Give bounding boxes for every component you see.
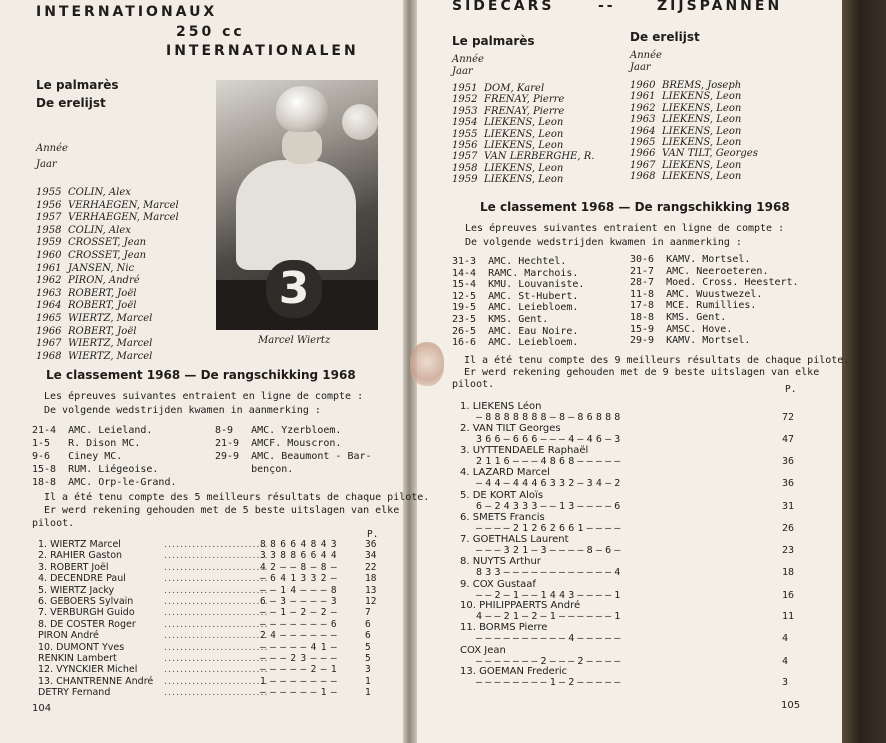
winner-year: 1956 xyxy=(36,199,62,211)
left-classement-heading: Le classement 1968 — De rangschikking 1968 xyxy=(46,368,356,382)
left-page-number: 104 xyxy=(32,703,52,714)
winner-row xyxy=(452,106,594,117)
winner-row xyxy=(36,300,179,313)
winner-name: WIERTZ, Marcel xyxy=(68,338,153,350)
right-intro-nl: De volgende wedstrijden kwamen in aanmerking : xyxy=(465,237,742,248)
right-jaar-label-2: Jaar xyxy=(630,62,651,73)
winner-row xyxy=(36,250,179,263)
winner-year: 1954 xyxy=(452,117,478,129)
left-title-line2: 250 cc xyxy=(176,24,245,40)
event-line: 21-4 AMC. Leieland. xyxy=(32,425,153,436)
ranking-row xyxy=(38,664,378,675)
right-page-number: 105 xyxy=(781,700,801,711)
rider-scores: ————21262661———— xyxy=(476,523,624,534)
right-note-nl1: Er werd rekening gehouden met de 9 beste uitslagen van elke xyxy=(464,367,820,378)
winner-name: PIRON, André xyxy=(68,275,140,287)
winner-row xyxy=(630,103,758,114)
rider-scores: ——14———8 xyxy=(260,584,341,596)
event-line: 9-6 Ciney MC. xyxy=(32,451,123,462)
rider-scores: ———————6 xyxy=(260,618,341,630)
winner-row xyxy=(630,114,758,125)
rider-scores: 6—24333——13————6 xyxy=(476,501,624,512)
winner-row xyxy=(36,212,179,225)
ranking-row xyxy=(38,550,378,561)
left-events-col2 xyxy=(215,424,372,476)
ranking-row xyxy=(38,573,378,584)
rider-total: 7 xyxy=(365,607,371,619)
rider-scores: ———————2———2———— xyxy=(476,656,624,667)
winner-year: 1966 xyxy=(630,148,656,160)
rider-name: PIRON André xyxy=(38,630,99,642)
winner-row xyxy=(36,263,179,276)
rider-scores: 366—666———4—46—3 xyxy=(476,434,624,445)
rider-total: 6 xyxy=(365,618,371,630)
winner-year: 1968 xyxy=(630,171,656,183)
winner-year: 1951 xyxy=(452,83,478,94)
ranking-row xyxy=(38,653,378,664)
event-line: 28-7 Moed. Cross. Heestert. xyxy=(630,277,799,289)
rider-body xyxy=(236,160,356,270)
event-line: 18-8 KMS. Gent. xyxy=(630,311,727,323)
leader-dots: .......................... xyxy=(164,687,269,699)
ranking-row xyxy=(38,607,378,618)
leader-dots: .......................... xyxy=(164,561,269,573)
rider-total: 22 xyxy=(365,561,377,573)
winner-row xyxy=(452,117,594,128)
winner-year: 1959 xyxy=(452,174,478,186)
winner-year: 1959 xyxy=(36,237,62,249)
winner-name: FRENAY, Pierre xyxy=(484,105,565,117)
leader-dots: .......................... xyxy=(164,573,269,585)
winner-year: 1960 xyxy=(630,80,656,91)
winner-year: 1966 xyxy=(36,325,62,337)
winner-year: 1956 xyxy=(452,140,478,152)
winner-row xyxy=(452,129,594,140)
event-line: 14-4 RAMC. Marchois. xyxy=(452,267,579,279)
winner-year: 1965 xyxy=(36,312,62,324)
rider-total: 3 xyxy=(365,664,371,676)
winner-year: 1957 xyxy=(452,151,478,163)
rider-scores: 6—3————3 xyxy=(260,596,341,607)
rider-total: 26 xyxy=(782,523,795,534)
rider-total: 16 xyxy=(782,590,795,601)
winner-year: 1961 xyxy=(630,91,656,103)
left-title-line3: INTERNATIONALEN xyxy=(166,43,359,59)
right-annee-label-2: Année xyxy=(630,50,662,61)
event-line: 19-5 AMC. Leiebloem. xyxy=(452,302,579,314)
winner-name: VAN LERBERGHE, R. xyxy=(484,151,595,163)
rider-total: 4 xyxy=(782,656,789,667)
rider-name: 7. VERBURGH Guido xyxy=(38,607,135,619)
leader-dots: .......................... xyxy=(164,539,269,550)
winner-year: 1967 xyxy=(36,338,62,350)
winner-name: LIEKENS, Leon xyxy=(662,125,742,137)
left-annee-label: Année xyxy=(36,143,68,154)
rider-name: 5. WIERTZ Jacky xyxy=(38,584,115,596)
winner-name: LIEKENS, Leon xyxy=(662,91,742,103)
rider-scores: 833————————————4 xyxy=(476,567,624,578)
winner-name: ROBERT, Joël xyxy=(68,300,137,312)
winner-row xyxy=(630,171,758,182)
rider-name: 2. VAN TILT Georges xyxy=(460,423,561,434)
rider-total: 36 xyxy=(365,539,377,550)
left-jaar-label: Jaar xyxy=(36,159,57,170)
rider-helmet xyxy=(276,86,328,132)
event-line: 26-5 AMC. Eau Noire. xyxy=(452,325,579,337)
ranking-row xyxy=(38,619,378,630)
winner-name: ROBERT, Joël xyxy=(68,325,137,337)
winner-year: 1968 xyxy=(36,350,62,362)
winner-name: VERHAEGEN, Marcel xyxy=(68,199,179,211)
winner-year: 1955 xyxy=(36,187,62,198)
rider-scores: 42——8—8— xyxy=(260,561,341,573)
winner-row xyxy=(36,326,179,339)
winner-name: VAN TILT, Georges xyxy=(662,148,758,160)
event-line: 16-6 AMC. Leiebloem. xyxy=(452,337,579,349)
leader-dots: .......................... xyxy=(164,607,269,619)
background-helmet xyxy=(342,104,378,140)
winner-name: DOM, Karel xyxy=(484,83,545,94)
winner-name: LIEKENS, Leon xyxy=(662,159,742,171)
rider-face xyxy=(282,128,322,164)
winner-year: 1963 xyxy=(36,287,62,299)
winner-year: 1953 xyxy=(452,105,478,117)
rider-total: 5 xyxy=(365,653,371,664)
winner-row xyxy=(630,91,758,102)
book-cover-edge xyxy=(842,0,886,743)
ranking-row xyxy=(38,539,378,550)
event-line: 17-8 MCE. Rumillies. xyxy=(630,300,757,312)
event-line: 11-8 AMC. Wuustwezel. xyxy=(630,288,763,300)
rider-name: 6. SMETS Francis xyxy=(460,512,545,523)
winner-year: 1964 xyxy=(630,125,656,137)
event-line: 30-6 KAMV. Mortsel. xyxy=(630,254,751,265)
winner-name: JANSEN, Nic xyxy=(68,262,135,274)
winner-name: LIEKENS, Leon xyxy=(484,162,564,174)
event-line: 21-7 AMC. Neeroeteren. xyxy=(630,265,769,277)
right-annee-label-1: Année xyxy=(452,54,484,65)
winner-row xyxy=(452,151,594,162)
event-line: bençon. xyxy=(215,464,294,475)
rider-scores: 24—————— xyxy=(260,630,341,642)
event-line: 15-9 AMSC. Hove. xyxy=(630,323,733,335)
rider-name: 13. CHANTRENNE André xyxy=(38,675,154,687)
winner-name: LIEKENS, Leon xyxy=(484,117,564,129)
rider-scores: —641332— xyxy=(260,573,341,585)
rider-name: 5. DE KORT Aloïs xyxy=(460,490,544,501)
rider-name: 9. COX Gustaaf xyxy=(460,579,536,590)
right-events-col2 xyxy=(630,254,799,347)
library-stamp-icon xyxy=(410,342,444,386)
rider-total: 36 xyxy=(782,478,795,489)
left-intro-fr: Les épreuves suivantes entraient en ligne de compte : xyxy=(44,391,364,402)
rider-name: 11. BORMS Pierre xyxy=(460,622,548,633)
rider-total: 12 xyxy=(365,596,377,607)
event-line: 15-4 KMU. Louvaniste. xyxy=(452,279,585,291)
leader-dots: .......................... xyxy=(164,675,269,687)
event-line: 12-5 AMC. St-Hubert. xyxy=(452,290,579,302)
winner-name: COLIN, Alex xyxy=(68,224,131,236)
leader-dots: .......................... xyxy=(164,550,269,562)
rider-name: 7. GOETHALS Laurent xyxy=(460,534,569,545)
winner-row xyxy=(36,288,179,301)
rider-name: 1. LIEKENS Léon xyxy=(460,401,542,412)
rider-name: 3. ROBERT Joël xyxy=(38,561,109,573)
rider-name: 2. RAHIER Gaston xyxy=(38,550,123,562)
rider-name: 3. UYTTENDAELE Raphaël xyxy=(460,445,589,456)
rider-total: 72 xyxy=(782,412,795,423)
rider-name: 4. LAZARD Marcel xyxy=(460,467,550,478)
winner-row xyxy=(452,174,594,185)
winner-name: WIERTZ, Marcel xyxy=(68,350,153,362)
rider-total: 34 xyxy=(365,550,377,562)
rider-scores: 1——————— xyxy=(260,675,341,687)
winner-name: LIEKENS, Leon xyxy=(484,128,564,140)
rider-scores: ——————————4————— xyxy=(476,633,624,644)
winner-year: 1967 xyxy=(630,159,656,171)
rider-scores: ——1—2—2— xyxy=(260,607,341,619)
right-note-fr: Il a été tenu compte des 9 meilleurs résultats de chaque pilote. xyxy=(464,355,850,366)
rider-total: 18 xyxy=(782,567,795,578)
winner-year: 1958 xyxy=(452,162,478,174)
rider-total: 4 xyxy=(782,633,789,644)
rider-total: 23 xyxy=(782,545,795,556)
left-note-nl2: piloot. xyxy=(32,518,75,529)
event-line: 18-8 AMC. Orp-le-Grand. xyxy=(32,477,177,488)
ranking-row xyxy=(38,642,378,653)
winner-row xyxy=(36,313,179,326)
right-title-sidecars: SIDECARS xyxy=(452,0,555,14)
winner-row xyxy=(630,126,758,137)
rider-name: DETRY Fernand xyxy=(38,687,111,699)
rider-name: 10. PHILIPPAERTS André xyxy=(460,600,581,611)
rider-total: 18 xyxy=(365,573,377,585)
winner-name: LIEKENS, Leon xyxy=(484,174,564,186)
winner-row xyxy=(36,200,179,213)
left-palmares-heading: Le palmarès xyxy=(36,78,119,92)
winner-year: 1965 xyxy=(630,137,656,149)
winner-row xyxy=(630,160,758,171)
rider-name: COX Jean xyxy=(460,645,506,656)
winner-year: 1952 xyxy=(452,94,478,106)
leader-dots: .......................... xyxy=(164,618,269,630)
rider-name: 1. WIERTZ Marcel xyxy=(38,539,121,550)
winner-name: COLIN, Alex xyxy=(68,187,131,198)
ranking-row xyxy=(38,562,378,573)
winner-row xyxy=(630,137,758,148)
winner-name: CROSSET, Jean xyxy=(68,249,147,261)
rider-scores: —8888888—8—86888 xyxy=(476,412,624,423)
rider-name: 10. DUMONT Yves xyxy=(38,641,125,653)
rider-scores: —————2—1 xyxy=(260,664,341,676)
event-line: 8-9 AMC. Yzerbloem. xyxy=(215,425,342,436)
event-line: 21-9 AMCF. Mouscron. xyxy=(215,438,342,449)
winner-year: 1958 xyxy=(36,224,62,236)
rider-scores: ————————1—2————— xyxy=(476,677,624,688)
right-title-separator: -- xyxy=(598,0,616,14)
winner-row xyxy=(452,140,594,151)
right-note-nl2: piloot. xyxy=(452,379,495,390)
right-winners-col2 xyxy=(630,80,758,183)
left-winners-list xyxy=(36,187,179,363)
winner-row xyxy=(452,83,594,94)
rider-name: 8. DE COSTER Roger xyxy=(38,618,136,630)
leader-dots: .......................... xyxy=(164,596,269,607)
event-line: 29-9 AMC. Beaumont - Bar- xyxy=(215,451,372,462)
rider-name: RENKIN Lambert xyxy=(38,653,117,664)
event-line: 31-3 AMC. Hechtel. xyxy=(452,256,567,267)
winner-name: LIEKENS, Leon xyxy=(662,137,742,149)
rider-scores: 4——21—2—1——————1 xyxy=(476,611,624,622)
left-erelijst-heading: De erelijst xyxy=(36,96,106,110)
winner-row xyxy=(36,338,179,351)
leader-dots: .......................... xyxy=(164,664,269,676)
winner-row xyxy=(630,80,758,91)
rider-total: 36 xyxy=(782,456,795,467)
ranking-row xyxy=(38,585,378,596)
right-title-zijspannen: ZIJSPANNEN xyxy=(657,0,783,14)
right-winners-col1 xyxy=(452,83,594,186)
event-line: 15-8 RUM. Liégeoise. xyxy=(32,464,159,475)
rider-photo xyxy=(216,80,378,330)
leader-dots: .......................... xyxy=(164,630,269,642)
event-line: 23-5 KMS. Gent. xyxy=(452,313,549,325)
winner-name: LIEKENS, Leon xyxy=(484,140,564,152)
winner-name: BREMS, Joseph xyxy=(662,80,742,91)
leader-dots: .......................... xyxy=(164,641,269,653)
rider-scores: ———23——— xyxy=(260,653,341,664)
winner-name: WIERTZ, Marcel xyxy=(68,312,153,324)
rider-total: 13 xyxy=(365,584,377,596)
race-number-plate: 3 xyxy=(266,260,322,318)
winner-year: 1964 xyxy=(36,300,62,312)
rider-total: 1 xyxy=(365,675,371,687)
winner-row xyxy=(36,237,179,250)
rider-total: 31 xyxy=(782,501,795,512)
rider-scores: 88664843 xyxy=(260,539,341,550)
leader-dots: .......................... xyxy=(164,653,269,664)
winner-year: 1961 xyxy=(36,262,62,274)
rider-total: 11 xyxy=(782,611,795,622)
left-points-header: P. xyxy=(367,529,379,540)
winner-name: CROSSET, Jean xyxy=(68,237,147,249)
leader-dots: .......................... xyxy=(164,584,269,596)
rider-total: 47 xyxy=(782,434,795,445)
ranking-row xyxy=(38,630,378,641)
right-jaar-label-1: Jaar xyxy=(452,66,473,77)
left-note-fr: Il a été tenu compte des 5 meilleurs résultats de chaque pilote. xyxy=(44,492,430,503)
winner-year: 1960 xyxy=(36,249,62,261)
winner-year: 1957 xyxy=(36,212,62,224)
rider-name: 8. NUYTS Arthur xyxy=(460,556,541,567)
winner-row xyxy=(452,94,594,105)
winner-year: 1963 xyxy=(630,114,656,126)
rider-name: 6. GEBOERS Sylvain xyxy=(38,596,134,607)
winner-year: 1962 xyxy=(630,102,656,114)
rider-scores: —————41— xyxy=(260,641,341,653)
left-note-nl1: Er werd rekening gehouden met de 5 beste uitslagen van elke xyxy=(44,505,400,516)
right-classement-heading: Le classement 1968 — De rangschikking 1968 xyxy=(480,200,790,214)
rider-name: 4. DECENDRE Paul xyxy=(38,573,126,585)
rider-total: 3 xyxy=(782,677,789,688)
left-intro-nl: De volgende wedstrijden kwamen in aanmerking : xyxy=(44,405,321,416)
winner-name: LIEKENS, Leon xyxy=(662,171,742,183)
rider-total: 1 xyxy=(365,687,371,699)
right-events-col1 xyxy=(452,256,584,349)
winner-year: 1955 xyxy=(452,128,478,140)
winner-name: FRENAY, Pierre xyxy=(484,94,565,106)
rider-name: 13. GOEMAN Frederic xyxy=(460,666,568,677)
winner-row xyxy=(452,163,594,174)
ranking-row xyxy=(38,687,378,698)
winner-name: ROBERT, Joël xyxy=(68,287,137,299)
rider-scores: ——2—1——1443————1 xyxy=(476,590,624,601)
rider-name: 12. VYNCKIER Michel xyxy=(38,664,138,676)
right-intro-fr: Les épreuves suivantes entraient en ligne de compte : xyxy=(465,223,785,234)
winner-row xyxy=(630,148,758,159)
ranking-row xyxy=(38,596,378,607)
photo-caption: Marcel Wiertz xyxy=(258,335,331,346)
winner-row xyxy=(36,187,179,200)
left-events-col1 xyxy=(32,424,177,489)
rider-scores: 2116———4868————— xyxy=(476,456,624,467)
winner-row xyxy=(36,351,179,364)
rider-total: 5 xyxy=(365,641,371,653)
rider-scores: ——————1— xyxy=(260,687,341,699)
right-palmares-heading: Le palmarès xyxy=(452,34,535,48)
ranking-row xyxy=(38,676,378,687)
event-line: 1-5 R. Dison MC. xyxy=(32,438,141,449)
rider-scores: 33886644 xyxy=(260,550,341,562)
rider-total: 6 xyxy=(365,630,371,642)
right-erelijst-heading: De erelijst xyxy=(630,30,700,44)
winner-year: 1962 xyxy=(36,275,62,287)
right-points-header: P. xyxy=(785,384,797,395)
rider-scores: —44—4446332—34—2 xyxy=(476,478,624,489)
winner-name: LIEKENS, Leon xyxy=(662,102,742,114)
winner-name: LIEKENS, Leon xyxy=(662,114,742,126)
winner-row xyxy=(36,275,179,288)
event-line: 29-9 KAMV. Mortsel. xyxy=(630,335,751,347)
winner-row xyxy=(36,225,179,238)
left-title-line1: INTERNATIONAUX xyxy=(36,4,218,20)
winner-name: VERHAEGEN, Marcel xyxy=(68,212,179,224)
rider-scores: ———321—3————8—6— xyxy=(476,545,624,556)
